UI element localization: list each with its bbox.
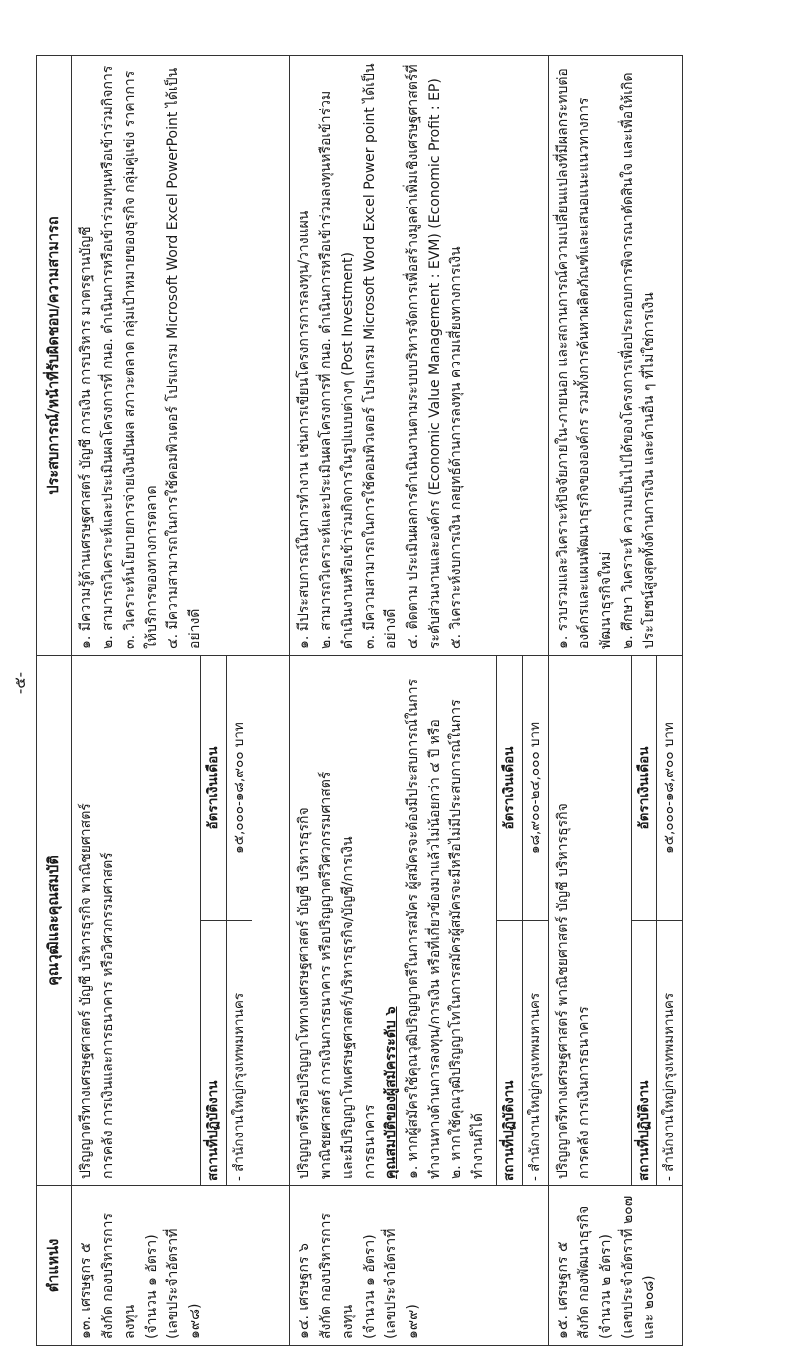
salary-value: ๑๘,๙๐๐-๒๔,๐๐๐ บาท [522,656,547,921]
qualification-note: ๑. หากผู้สมัครใช้คุณวุฒิปริญญาตรีในการสมัคร ผู้สมัครจะต้องมีประสบการณ์ในการทำงานทางด้านการลงทุน/การเงิน หรือที่เกี่ยวข้องมาแล้วไม่น้อยกว่า ๔ ปี หรือ [404,678,443,1179]
workplace-salary-table [200,656,252,1185]
workplace-salary-table [496,656,548,1185]
position-rate-no: (เลขประจำอัตราที่ ๒๐๗ และ ๒๐๘) [619,1195,658,1339]
position-cell [72,1186,290,1346]
experience-item: ๔. ติดตาม ประเมินผลการดำเนินงานตามระบบบริหารจัดการเพื่อสร้างมูลค่าเพิ่มเชิงเศรษฐศาสตร์ที่ระดับส่วนงานและองค์กร (Economic Value Management : EVM) (Economic Profit : EP) [404,64,443,649]
table-row [548,56,683,1346]
position-cell [290,1186,548,1346]
qualification-block [72,656,252,1185]
experience-item: ๒. ศึกษา วิเคราะห์ ความเป็นไปได้ของโครงการเพื่อประกอบการพิจารณาตัดสินใจ และเพื่อให้เกิดประโยชน์สูงสุดทั้งด้านการเงิน และด้านอื่น ๆ ที่ไม่ใช่การเงิน [619,72,658,649]
header-experience: ประสบการณ์/หน้าที่รับผิดชอบ/ความสามารถ [37,56,72,656]
workplace-label: สถานที่ปฏิบัติงาน [201,921,227,1186]
page-number: -๕- [11,671,29,695]
qualification-line: ปริญญาตรีทางเศรษฐศาสตร์ บัญชี บริหารธุรกิจ พาณิชยศาสตร์ [78,803,95,1179]
workplace-label: สถานที่ปฏิบัติงาน [631,921,657,1186]
positions-table [36,55,683,1346]
qualification-block [290,656,547,1185]
header-qualification: คุณวุฒิและคุณสมบัติ [37,656,72,1186]
workplace-value: - สำนักงานใหญ่กรุงเทพมหานคร [522,921,547,1186]
workplace-label: สถานที่ปฏิบัติงาน [496,921,522,1186]
experience-cell [548,56,683,656]
position-dept: สังกัด กองบริหารการลงทุน [318,1213,356,1339]
qualification-cell [72,656,290,1186]
qualification-line: การคลัง การเงินการธนาคาร [576,1006,593,1179]
experience-item: ๔. มีความสามารถในการใช้คอมพิวเตอร์ โปรแกรม Microsoft Word Excel PowerPoint ได้เป็นอย่างดี [165,67,203,649]
experience-cell [72,56,290,656]
salary-label: อัตราเงินเดือน [631,656,657,921]
workplace-salary-table [631,656,683,1185]
position-cell [548,1186,683,1346]
experience-item: ๓. วิเคราะห์นโยบายการจ่ายเงินปันผล สภาวะตลาด กลุ่มเป้าหมายของธุรกิจ กลุ่มคู่แข่ง ราคาการให้บริการของทางการตลาด [121,70,160,649]
experience-item: ๑. มีประสบการณ์ในการทำงาน เช่นการเขียนโครงการการลงทุน/วางแผน [296,210,313,649]
qualification-line: ปริญญาตรีหรือปริญญาโททางเศรษฐศาสตร์ บัญชี บริหารธุรกิจ [296,807,313,1179]
experience-cell [290,56,548,656]
position-rate-no: (เลขประจำอัตราที่ ๑๙๘) [165,1228,203,1339]
table-row [290,56,548,1346]
qualification-cell [548,656,683,1186]
qualification-cell [290,656,548,1186]
salary-label: อัตราเงินเดือน [201,656,227,921]
experience-item: ๒. สามารถวิเคราะห์และประเมินผลโครงการที่ กนอ. ดำเนินการหรือเข้าร่วมทุนหรือเข้าร่วมกิจการ [100,65,117,649]
position-count: (จำนวน ๑ อัตรา) [361,1234,378,1339]
header-position: ตำแหน่ง [37,1186,72,1346]
position-rate-no: (เลขประจำอัตราที่ ๑๙๙) [383,1228,421,1339]
salary-value: ๑๕,๐๐๐-๑๘,๙๐๐ บาท [227,656,252,921]
qualification-block [549,656,683,1185]
position-title: ๑๕. เศรษฐกร ๕ [554,1241,571,1339]
position-count: (จำนวน ๒ อัตรา) [597,1234,614,1339]
workplace-value: - สำนักงานใหญ่กรุงเทพมหานคร [227,921,252,1186]
position-title: ๑๓. เศรษฐกร ๕ [78,1242,95,1339]
qualification-line: และมีปริญญาโทเศรษฐศาสตร์/บริหารธุรกิจ/บัญชี/การเงิน [339,836,356,1179]
experience-item: ๒. สามารถวิเคราะห์และประเมินผลโครงการที่ กนอ. ดำเนินการหรือเข้าร่วมลงทุนหรือเข้าร่วมดำเนินงานหรือเข้าร่วมกิจการในรูปแบบต่างๆ (Post Investment) [318,90,356,649]
qualification-line: การธนาคาร [361,1104,378,1179]
qualification-line: ปริญญาตรีทางเศรษฐศาสตร์ พาณิชยศาสตร์ บัญชี บริหารธุรกิจ [554,803,571,1179]
experience-item: ๑. รวบรวมและวิเคราะห์ปัจจัยภายใน-ภายนอก และสถานการณ์ความเปลี่ยนแปลงที่มีผลกระทบต่อองค์กรและแผนพัฒนาธุรกิจขององค์กร รวมทั้งการค้นหาผลิตภัณฑ์และเสนอแนะแนวทางการพัฒนาธุรกิจใหม่ [554,68,614,649]
position-count: (จำนวน ๑ อัตรา) [143,1234,160,1339]
qualification-note: ๒. หากใช้คุณวุฒิปริญญาโทในการสมัครผู้สมัครจะมีหรือไม่มีประสบการณ์ในการทำงานก็ได้ [448,699,486,1179]
table-header-row [37,56,72,1346]
experience-item: ๓. มีความสามารถในการใช้คอมพิวเตอร์ โปรแกรม Microsoft Word Excel Power point ได้เป็นอย่างดี [361,63,400,649]
qualification-line: พาณิชยศาสตร์ การเงินการธนาคาร หรือปริญญาตรีวิศวกรรมศาสตร์ [318,771,335,1179]
qualification-note-title: คุณสมบัติของผู้สมัครระดับ ๖ [383,1006,400,1179]
position-title: ๑๔. เศรษฐกร ๖ [296,1243,313,1339]
qualification-line: การคลัง การเงินและการธนาคาร หรือวิศวกรรมศาสตร์ [100,852,117,1179]
experience-item: ๑. มีความรู้ด้านเศรษฐศาสตร์ บัญชี การเงิน การบริหาร มาตรฐานบัญชี [78,226,95,649]
experience-item: ๕. วิเคราะห์งบการเงิน กลยุทธ์ด้านการลงทุน ความเสี่ยงทางการเงิน [448,246,465,649]
position-dept: สังกัด กองบริหารการลงทุน [100,1213,138,1339]
position-dept: สังกัด กองพัฒนาธุรกิจ [576,1205,593,1339]
workplace-value: - สำนักงานใหญ่กรุงเทพมหานคร [657,921,682,1186]
table-row [72,56,290,1346]
salary-label: อัตราเงินเดือน [496,656,522,921]
salary-value: ๑๕,๐๐๐-๑๘,๙๐๐ บาท [657,656,682,921]
